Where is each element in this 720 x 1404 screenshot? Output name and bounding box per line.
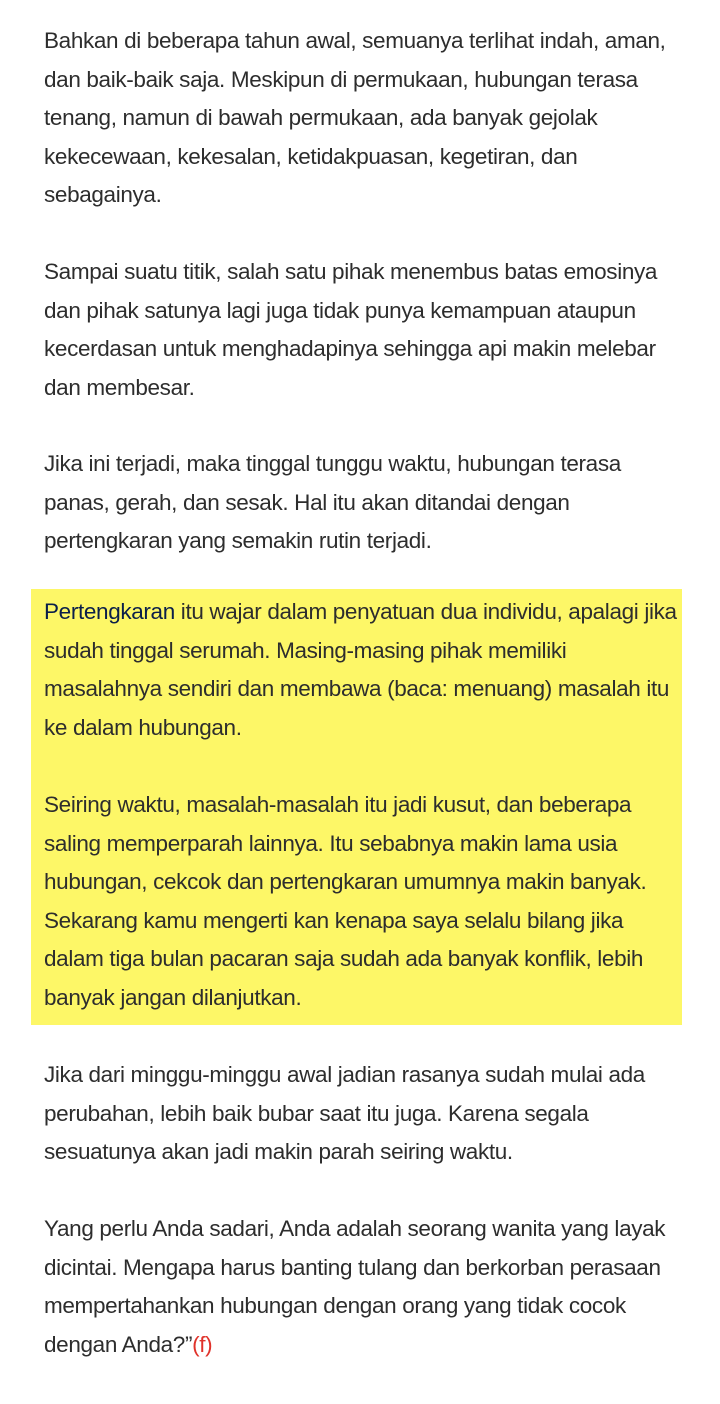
- paragraph-6: Jika dari minggu-minggu awal jadian rasanya sudah mulai ada perubahan, lebih baik bubar saat itu juga. Karena segala sesuatunya akan jadi makin parah seiring waktu.: [44, 1062, 645, 1165]
- paragraph-4-text: itu wajar dalam penyatuan dua individu, apalagi jika sudah tinggal serumah. Masing-masing pihak memiliki masalahnya sendiri dan membawa (baca: menuang) masalah itu ke dalam hubungan.: [44, 599, 677, 740]
- paragraph-7: [44, 1210, 684, 1364]
- source-tag: (f): [192, 1331, 213, 1357]
- paragraph-4: [44, 593, 684, 747]
- paragraph-2: Sampai suatu titik, salah satu pihak menembus batas emosinya dan pihak satunya lagi juga tidak punya kemampuan ataupun kecerdasan untuk menghadapinya sehingga api makin melebar dan membesar.: [44, 259, 658, 400]
- pertengkaran-link[interactable]: Pertengkaran: [44, 599, 175, 624]
- paragraph-5: Seiring waktu, masalah-masalah itu jadi kusut, dan beberapa saling memperparah lainnya. Itu sebabnya makin lama usia hubungan, cekcok dan pertengkaran umumnya makin banyak. Sekarang kamu mengerti kan kenapa saya selalu bilang jika dalam tiga bulan pacaran saja sudah ada banyak konflik, lebih banyak jangan dilanjutkan.: [44, 792, 647, 1010]
- paragraph-3: Jika ini terjadi, maka tinggal tunggu waktu, hubungan terasa panas, gerah, dan sesak. Hal itu akan ditandai dengan pertengkaran yang semakin rutin terjadi.: [44, 451, 621, 554]
- paragraph-7-text: Yang perlu Anda sadari, Anda adalah seorang wanita yang layak dicintai. Mengapa harus banting tulang dan berkorban perasaan mempertahankan hubungan dengan orang yang tidak cocok dengan Anda?”: [44, 1216, 666, 1357]
- paragraph-1: Bahkan di beberapa tahun awal, semuanya terlihat indah, aman, dan baik-baik saja. Meskipun di permukaan, hubungan terasa tenang, namun di bawah permukaan, ada banyak gejolak kekecewaan, kekesalan, ketidakpuasan, kegetiran, dan sebagainya.: [44, 28, 666, 208]
